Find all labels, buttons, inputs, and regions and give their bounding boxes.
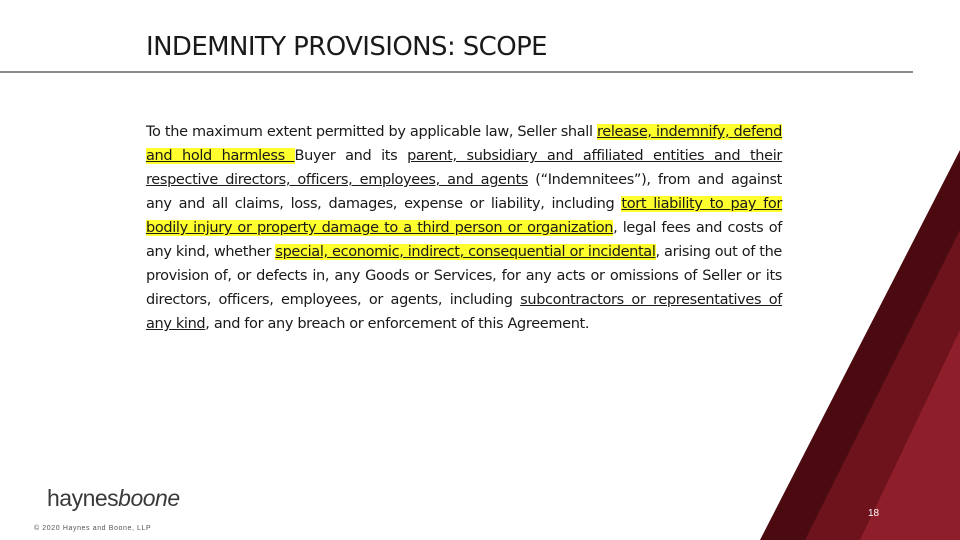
copyright-text: © 2020 Haynes and Boone, LLP [34, 525, 152, 532]
slide-title: INDEMNITY PROVISIONS: SCOPE [146, 32, 547, 62]
body-segment-plain: To the maximum extent permitted by applicable law, Seller shall [146, 124, 597, 140]
company-logo [47, 485, 180, 512]
body-segment-underline: subcontractors or representatives of any kind [146, 292, 782, 332]
page-number: 18 [868, 508, 880, 519]
body-segment-highlight: release, indemnify, defend and hold harmless [146, 124, 782, 164]
body-segment-plain: Buyer and its [294, 148, 408, 164]
body-segment-highlight: tort liability to pay for bodily injury or property damage to a third person or organization [146, 196, 782, 236]
title-divider [0, 71, 913, 73]
body-segment-plain: , arising out of the provision of, or defects in, any Goods or Services, for any acts or omissions of Seller or its directors, officers, employees, or agents, including [146, 244, 782, 308]
logo-part-two: boone [118, 485, 180, 511]
body-segment-underline: parent, subsidiary and affiliated entities and their respective directors, officers, employees, and agents [146, 148, 782, 188]
logo-part-one: haynes [47, 485, 119, 511]
body-paragraph [146, 120, 782, 336]
body-segment-plain: (“Indemnitees”), from and against any and all claims, loss, damages, expense or liability, including [146, 172, 782, 212]
body-segment-highlight: special, economic, indirect, consequential or incidental [275, 244, 656, 260]
body-segment-plain: , legal fees and costs of any kind, whether [146, 220, 782, 260]
body-segment-plain: , and for any breach or enforcement of this Agreement. [205, 316, 590, 332]
